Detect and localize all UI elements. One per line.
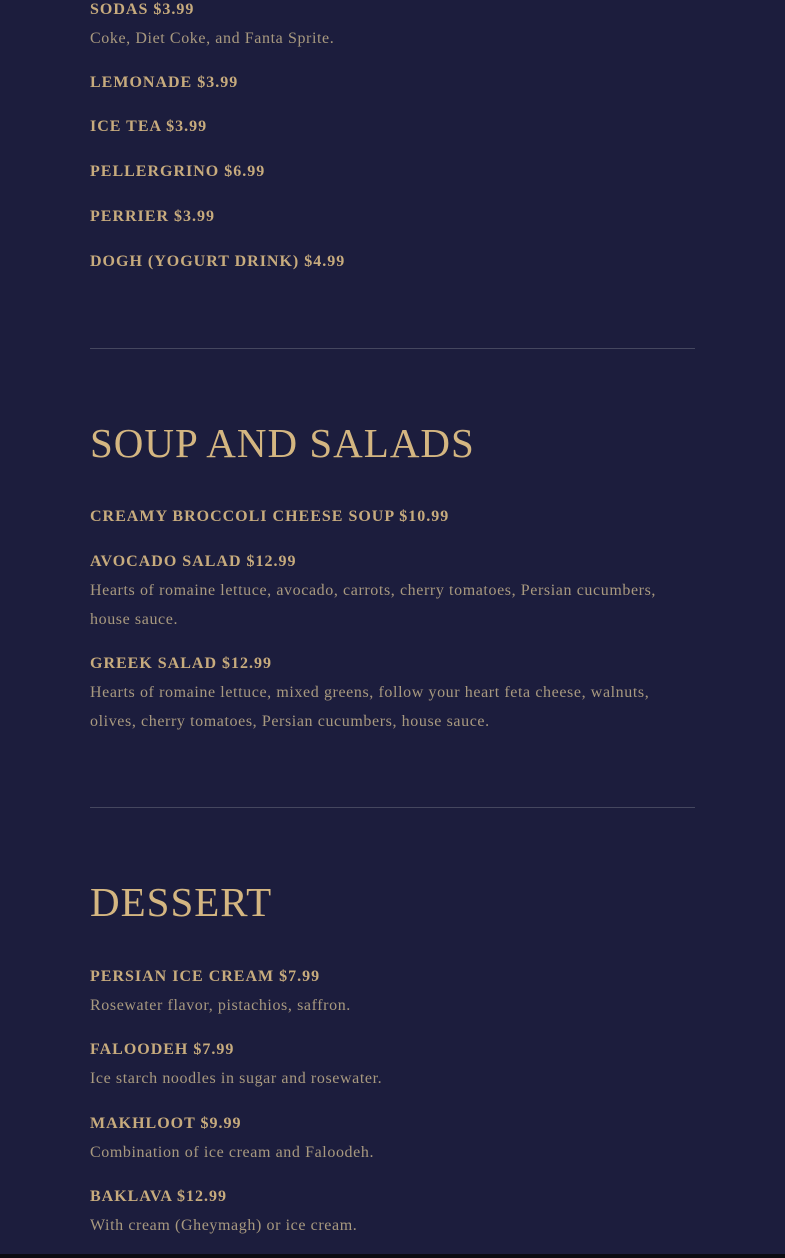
- menu-item-description: Ice starch noodles in sugar and rosewater.: [90, 1070, 383, 1087]
- menu-item-sodas: [90, 0, 334, 53]
- menu-item-title: SODAS $3.99: [90, 1, 195, 18]
- menu-item-lemonade: [90, 73, 238, 93]
- menu-item-description: Coke, Diet Coke, and Fanta Sprite.: [90, 30, 335, 47]
- menu-item-title: PERRIER $3.99: [90, 208, 216, 225]
- menu-item-title: GREEK SALAD $12.99: [90, 655, 273, 672]
- menu-item-title: PELLERGRINO $6.99: [90, 163, 266, 180]
- menu-item-title: LEMONADE $3.99: [90, 74, 239, 91]
- menu-item-faloodeh: [90, 1040, 382, 1093]
- section-divider: [90, 807, 695, 808]
- menu-item-title: MAKHLOOT $9.99: [90, 1115, 242, 1132]
- menu-item-description: Hearts of romaine lettuce, avocado, carrots, cherry tomatoes, Persian cucumbers, house sauce.: [90, 582, 657, 628]
- menu-item-baklava: [90, 1187, 357, 1240]
- menu-item-title: CREAMY BROCCOLI CHEESE SOUP $10.99: [90, 508, 450, 525]
- menu-item-avocado-salad: [90, 552, 695, 634]
- menu-item-title: FALOODEH $7.99: [90, 1041, 235, 1058]
- menu-item-description: Hearts of romaine lettuce, mixed greens, follow your heart feta cheese, walnuts, olives, cherry tomatoes, Persian cucumbers, house sauce.: [90, 684, 650, 730]
- section-title: SOUP AND SALADS: [90, 420, 475, 466]
- menu-item-title: BAKLAVA $12.99: [90, 1188, 227, 1205]
- menu-item-broccoli-soup: [90, 507, 449, 527]
- menu-item-pellegrino: [90, 162, 265, 182]
- menu-item-description: With cream (Gheymagh) or ice cream.: [90, 1217, 358, 1234]
- menu-item-ice-tea: [90, 117, 207, 137]
- menu-item-persian-ice-cream: [90, 967, 351, 1020]
- section-divider: [90, 348, 695, 349]
- section-title: DESSERT: [90, 879, 273, 925]
- menu-item-makhloot: [90, 1114, 374, 1167]
- menu-item-description: Combination of ice cream and Faloodeh.: [90, 1144, 375, 1161]
- menu-item-title: DOGH (YOGURT DRINK) $4.99: [90, 253, 346, 270]
- menu-item-perrier: [90, 207, 215, 227]
- menu-item-title: PERSIAN ICE CREAM $7.99: [90, 968, 321, 985]
- menu-item-title: ICE TEA $3.99: [90, 118, 208, 135]
- menu-item-description: Rosewater flavor, pistachios, saffron.: [90, 997, 351, 1014]
- menu-item-greek-salad: [90, 654, 695, 736]
- menu-item-dogh: [90, 252, 345, 272]
- bottom-edge-bar: [0, 1254, 785, 1258]
- menu-item-title: AVOCADO SALAD $12.99: [90, 553, 297, 570]
